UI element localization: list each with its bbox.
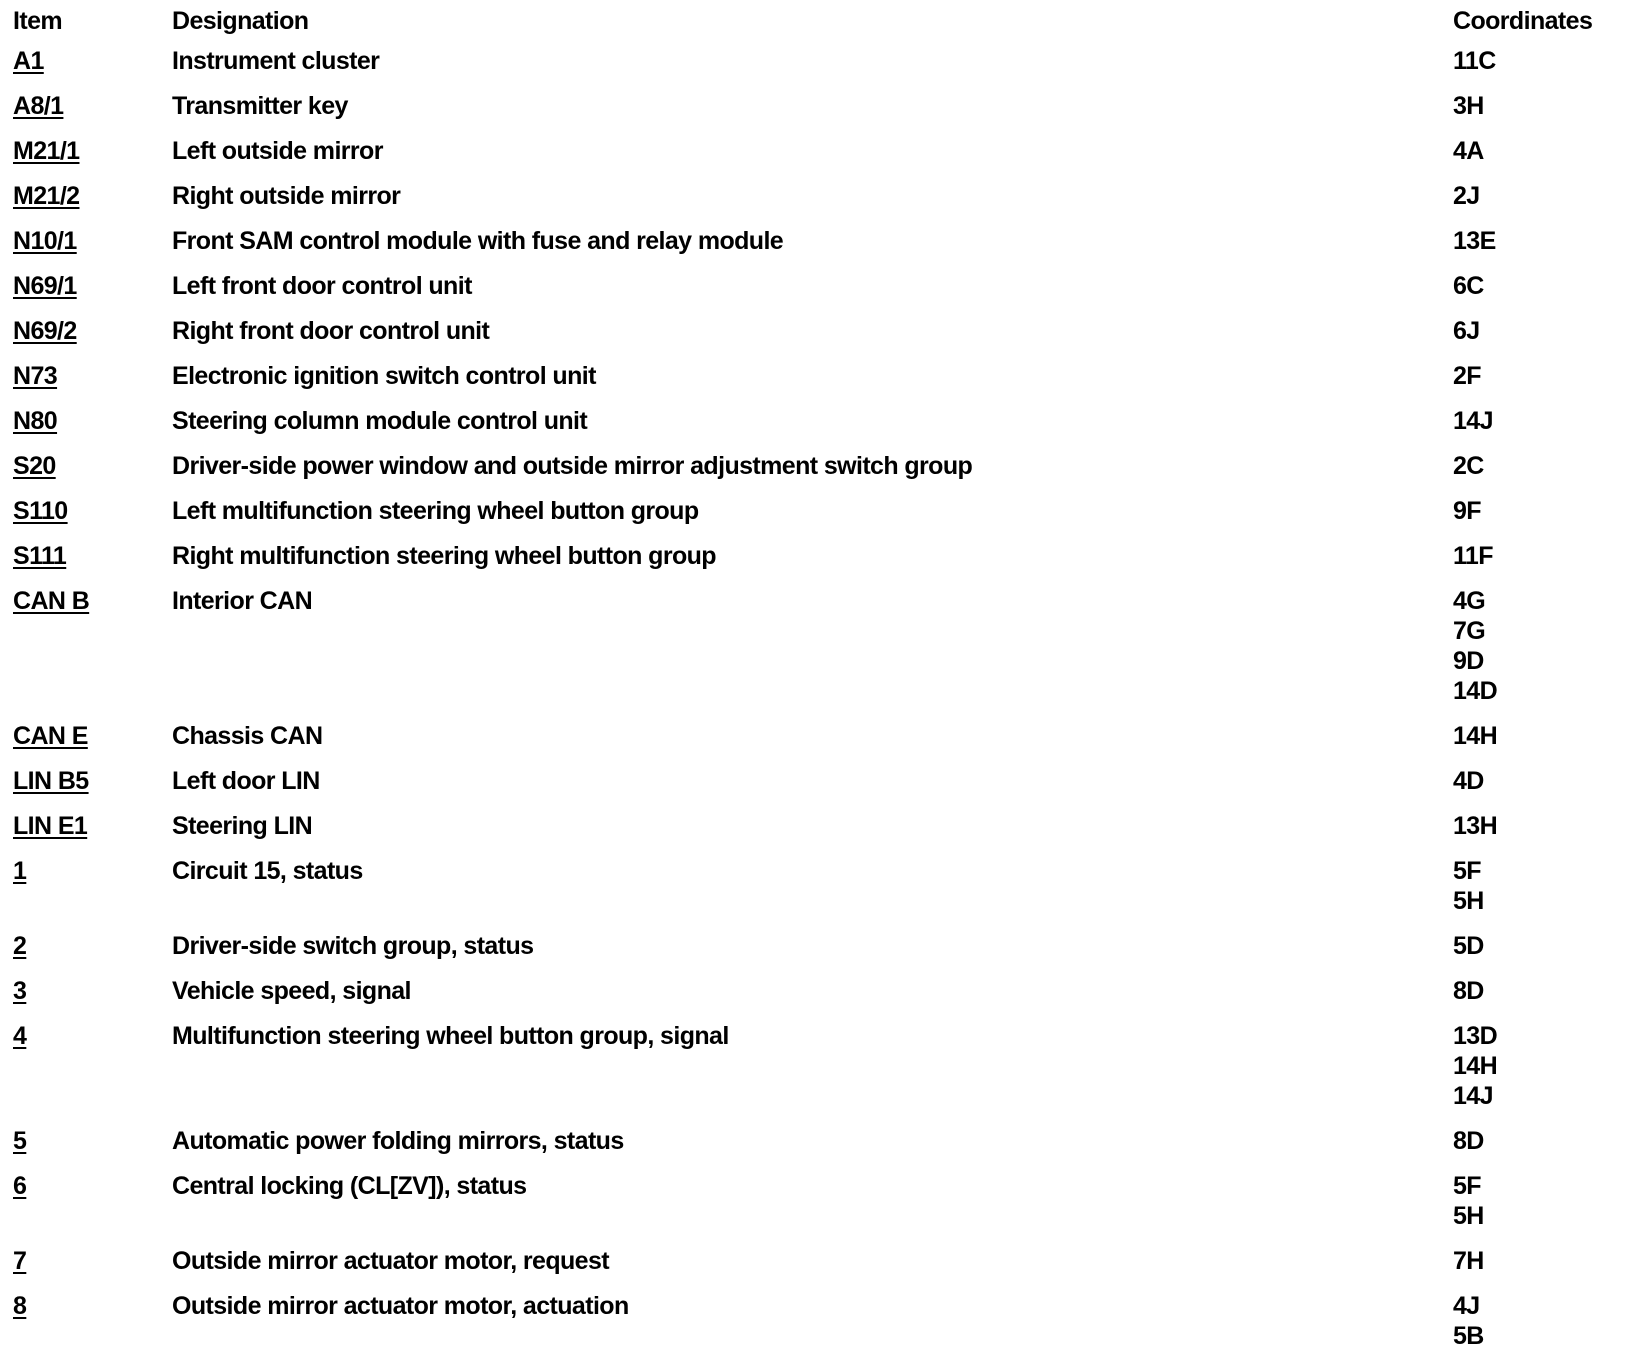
coordinate-value: 4D (1453, 767, 1484, 795)
header-coordinates: Coordinates (1453, 7, 1593, 35)
coordinate-value: 13E (1453, 227, 1496, 255)
table-row (0, 226, 1632, 271)
item-cell (0, 91, 172, 136)
item-cell (0, 976, 172, 1021)
item-cell (0, 226, 172, 271)
coordinate-value: 6C (1453, 272, 1484, 300)
coordinates-cell (1453, 91, 1632, 136)
legend-body (0, 46, 1632, 1366)
coordinate-value: 9F (1453, 497, 1481, 525)
coordinates-cell (1453, 766, 1632, 811)
coordinate-value: 2C (1453, 452, 1484, 480)
item-link[interactable]: 3 (13, 977, 27, 1005)
item-cell (0, 1291, 172, 1366)
coordinate-value: 5H (1453, 887, 1484, 915)
designation-cell: Outside mirror actuator motor, actuation (172, 1292, 629, 1320)
table-row (0, 406, 1632, 451)
item-link[interactable]: 4 (13, 1022, 27, 1050)
coordinate-value: 9D (1453, 647, 1484, 675)
header-designation: Designation (172, 7, 309, 35)
coordinate-value: 2F (1453, 362, 1481, 390)
coordinate-value: 7G (1453, 617, 1486, 645)
table-row (0, 361, 1632, 406)
designation-cell: Multifunction steering wheel button group, signal (172, 1022, 729, 1050)
coordinate-value: 8D (1453, 1127, 1484, 1155)
coordinate-value: 4J (1453, 1292, 1480, 1320)
coordinates-cell (1453, 496, 1632, 541)
item-link[interactable]: 7 (13, 1247, 27, 1275)
coordinates-cell (1453, 226, 1632, 271)
coordinates-cell (1453, 976, 1632, 1021)
item-cell (0, 931, 172, 976)
coordinate-value: 13H (1453, 812, 1498, 840)
designation-cell: Steering LIN (172, 812, 313, 840)
table-row (0, 541, 1632, 586)
designation-cell: Vehicle speed, signal (172, 977, 411, 1005)
item-cell (0, 1126, 172, 1171)
header-item: Item (13, 7, 63, 35)
item-cell (0, 406, 172, 451)
coordinate-value: 6J (1453, 317, 1480, 345)
table-row (0, 46, 1632, 91)
table-row (0, 811, 1632, 856)
coordinate-value: 5F (1453, 1172, 1481, 1200)
coordinate-value: 14H (1453, 722, 1498, 750)
item-cell (0, 451, 172, 496)
coordinate-value: 4A (1453, 137, 1484, 165)
table-row (0, 721, 1632, 766)
item-link[interactable]: N10/1 (13, 227, 77, 255)
item-cell (0, 586, 172, 721)
coordinates-cell (1453, 586, 1632, 721)
item-link[interactable]: N73 (13, 362, 58, 390)
designation-cell: Steering column module control unit (172, 407, 588, 435)
coordinate-value: 14J (1453, 1082, 1493, 1110)
coordinate-value: 2J (1453, 182, 1480, 210)
table-row (0, 1171, 1632, 1246)
header-row (0, 6, 1632, 46)
table-row (0, 1021, 1632, 1126)
item-cell (0, 721, 172, 766)
item-link[interactable]: N80 (13, 407, 58, 435)
designation-cell: Right multifunction steering wheel button group (172, 542, 716, 570)
designation-cell: Driver-side power window and outside mirror adjustment switch group (172, 452, 973, 480)
coordinate-value: 14H (1453, 1052, 1498, 1080)
designation-cell: Front SAM control module with fuse and relay module (172, 227, 784, 255)
item-link[interactable]: A1 (13, 47, 44, 75)
item-link[interactable]: M21/1 (13, 137, 80, 165)
designation-cell: Left door LIN (172, 767, 320, 795)
designation-cell: Interior CAN (172, 587, 313, 615)
table-row (0, 496, 1632, 541)
item-cell (0, 811, 172, 856)
coordinate-value: 14D (1453, 677, 1498, 705)
coordinates-cell (1453, 721, 1632, 766)
table-row (0, 271, 1632, 316)
item-link[interactable]: N69/1 (13, 272, 77, 300)
table-row (0, 451, 1632, 496)
item-cell (0, 541, 172, 586)
designation-cell: Left outside mirror (172, 137, 383, 165)
table-row (0, 316, 1632, 361)
coordinate-value: 4G (1453, 587, 1486, 615)
coordinates-cell (1453, 271, 1632, 316)
table-row (0, 856, 1632, 931)
designation-cell: Transmitter key (172, 92, 348, 120)
coordinates-cell (1453, 181, 1632, 226)
item-link[interactable]: A8/1 (13, 92, 64, 120)
coordinates-cell (1453, 406, 1632, 451)
coordinates-cell (1453, 541, 1632, 586)
table-row (0, 1126, 1632, 1171)
coordinate-value: 5F (1453, 857, 1481, 885)
coordinate-value: 13D (1453, 1022, 1498, 1050)
coordinates-cell (1453, 361, 1632, 406)
designation-cell: Circuit 15, status (172, 857, 363, 885)
coordinate-value: 11C (1453, 47, 1496, 75)
designation-cell: Chassis CAN (172, 722, 323, 750)
coordinate-value: 11F (1453, 542, 1493, 570)
item-link[interactable]: LIN B5 (13, 767, 89, 795)
coordinate-value: 14J (1453, 407, 1493, 435)
coordinates-cell (1453, 136, 1632, 181)
designation-cell: Instrument cluster (172, 47, 380, 75)
item-link[interactable]: 6 (13, 1172, 27, 1200)
coordinates-cell (1453, 931, 1632, 976)
coordinates-cell (1453, 1171, 1632, 1246)
coordinate-value: 5D (1453, 932, 1484, 960)
designation-cell: Right front door control unit (172, 317, 490, 345)
item-link[interactable]: M21/2 (13, 182, 80, 210)
legend-table (0, 6, 1632, 1366)
coordinate-value: 7H (1453, 1247, 1484, 1275)
designation-cell: Left front door control unit (172, 272, 472, 300)
coordinate-value: 5B (1453, 1322, 1484, 1350)
item-cell (0, 856, 172, 931)
coordinates-cell (1453, 1291, 1632, 1366)
item-cell (0, 271, 172, 316)
item-link[interactable]: 1 (13, 857, 27, 885)
item-link[interactable]: N69/2 (13, 317, 77, 345)
table-row (0, 1291, 1632, 1366)
item-link[interactable]: 2 (13, 932, 27, 960)
designation-cell: Automatic power folding mirrors, status (172, 1127, 624, 1155)
coordinate-value: 8D (1453, 977, 1484, 1005)
item-link[interactable]: CAN E (13, 722, 88, 750)
item-link[interactable]: 5 (13, 1127, 27, 1155)
coordinates-cell (1453, 856, 1632, 931)
item-cell (0, 361, 172, 406)
designation-cell: Outside mirror actuator motor, request (172, 1247, 610, 1275)
item-cell (0, 1021, 172, 1126)
table-row (0, 136, 1632, 181)
item-cell (0, 316, 172, 361)
designation-cell: Left multifunction steering wheel button group (172, 497, 699, 525)
table-row (0, 1246, 1632, 1291)
item-cell (0, 46, 172, 91)
table-row (0, 586, 1632, 721)
coordinates-cell (1453, 1246, 1632, 1291)
item-cell (0, 766, 172, 811)
item-link[interactable]: CAN B (13, 587, 90, 615)
item-link[interactable]: 8 (13, 1292, 27, 1320)
table-row (0, 181, 1632, 226)
table-row (0, 766, 1632, 811)
designation-cell: Central locking (CL[ZV]), status (172, 1172, 527, 1200)
coordinate-value: 5H (1453, 1202, 1484, 1230)
coordinates-cell (1453, 451, 1632, 496)
item-link[interactable]: S110 (13, 497, 68, 525)
table-row (0, 91, 1632, 136)
item-link[interactable]: LIN E1 (13, 812, 88, 840)
item-cell (0, 181, 172, 226)
designation-cell: Driver-side switch group, status (172, 932, 534, 960)
item-cell (0, 136, 172, 181)
item-cell (0, 1246, 172, 1291)
coordinates-cell (1453, 811, 1632, 856)
coordinates-cell (1453, 1021, 1632, 1126)
coordinate-value: 3H (1453, 92, 1484, 120)
coordinates-cell (1453, 316, 1632, 361)
coordinates-cell (1453, 46, 1632, 91)
item-cell (0, 1171, 172, 1246)
item-link[interactable]: S111 (13, 542, 67, 570)
table-row (0, 931, 1632, 976)
table-row (0, 976, 1632, 1021)
item-link[interactable]: S20 (13, 452, 56, 480)
coordinates-cell (1453, 1126, 1632, 1171)
designation-cell: Right outside mirror (172, 182, 401, 210)
item-cell (0, 496, 172, 541)
designation-cell: Electronic ignition switch control unit (172, 362, 596, 390)
